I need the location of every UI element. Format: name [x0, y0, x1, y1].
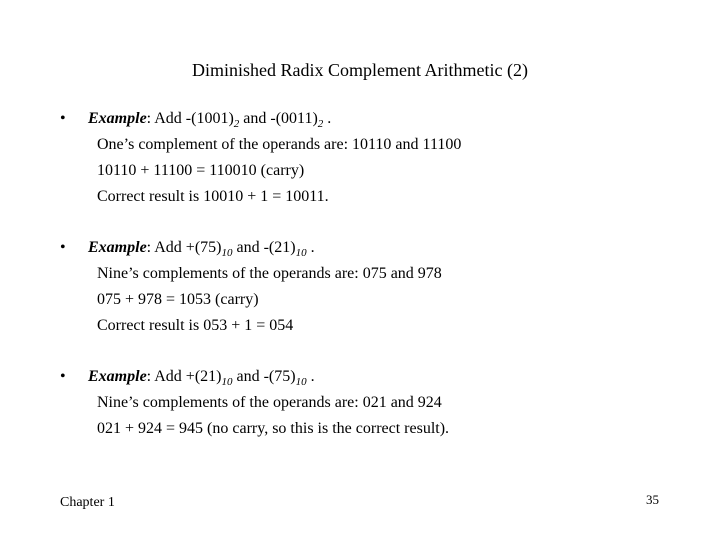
example-3-sub2: 10 — [295, 376, 307, 389]
example-1-mid: and -(0011) — [239, 110, 318, 127]
example-1-line-3: Correct result is 10010 + 1 = 10011. — [97, 188, 329, 205]
example-2-sub2: 10 — [295, 247, 307, 260]
example-1-sub2: 2 — [317, 118, 324, 131]
bullet-2: • — [60, 239, 66, 256]
example-3-label: Example — [88, 368, 147, 385]
footer-chapter: Chapter 1 — [60, 495, 115, 510]
example-1-label: Example — [88, 110, 147, 127]
example-1-end: . — [323, 110, 332, 127]
example-2-line-1: Nine’s complements of the operands are: 075 and 978 — [97, 265, 442, 282]
example-2-end: . — [306, 239, 315, 256]
example-3-line-2: 021 + 924 = 945 (no carry, so this is the correct result). — [97, 420, 450, 437]
example-1-sub1: 2 — [233, 118, 240, 131]
bullet-3: • — [60, 368, 66, 385]
example-3-sub1: 10 — [221, 376, 233, 389]
example-1-line-2: 10110 + 11100 = 110010 (carry) — [97, 162, 305, 179]
example-1-line-1: One’s complement of the operands are: 10110 and 11100 — [97, 136, 462, 153]
example-2-line-3: Correct result is 053 + 1 = 054 — [97, 317, 294, 334]
example-2-line-2: 075 + 978 = 1053 (carry) — [97, 291, 259, 308]
example-2-mid: and -(21) — [232, 239, 296, 256]
example-3-line-1: Nine’s complements of the operands are: 021 and 924 — [97, 394, 442, 411]
slide-title: Diminished Radix Complement Arithmetic (2) — [192, 60, 528, 80]
example-3-mid: and -(75) — [232, 368, 296, 385]
example-2-sub1: 10 — [221, 247, 233, 260]
example-1-prefix: : Add -(1001) — [146, 110, 234, 127]
example-3-prefix: : Add +(21) — [146, 368, 222, 385]
bullet-1: • — [60, 110, 66, 127]
example-2-label: Example — [88, 239, 147, 256]
footer-page-number: 35 — [646, 492, 659, 507]
example-3-end: . — [306, 368, 315, 385]
example-2-prefix: : Add +(75) — [146, 239, 222, 256]
